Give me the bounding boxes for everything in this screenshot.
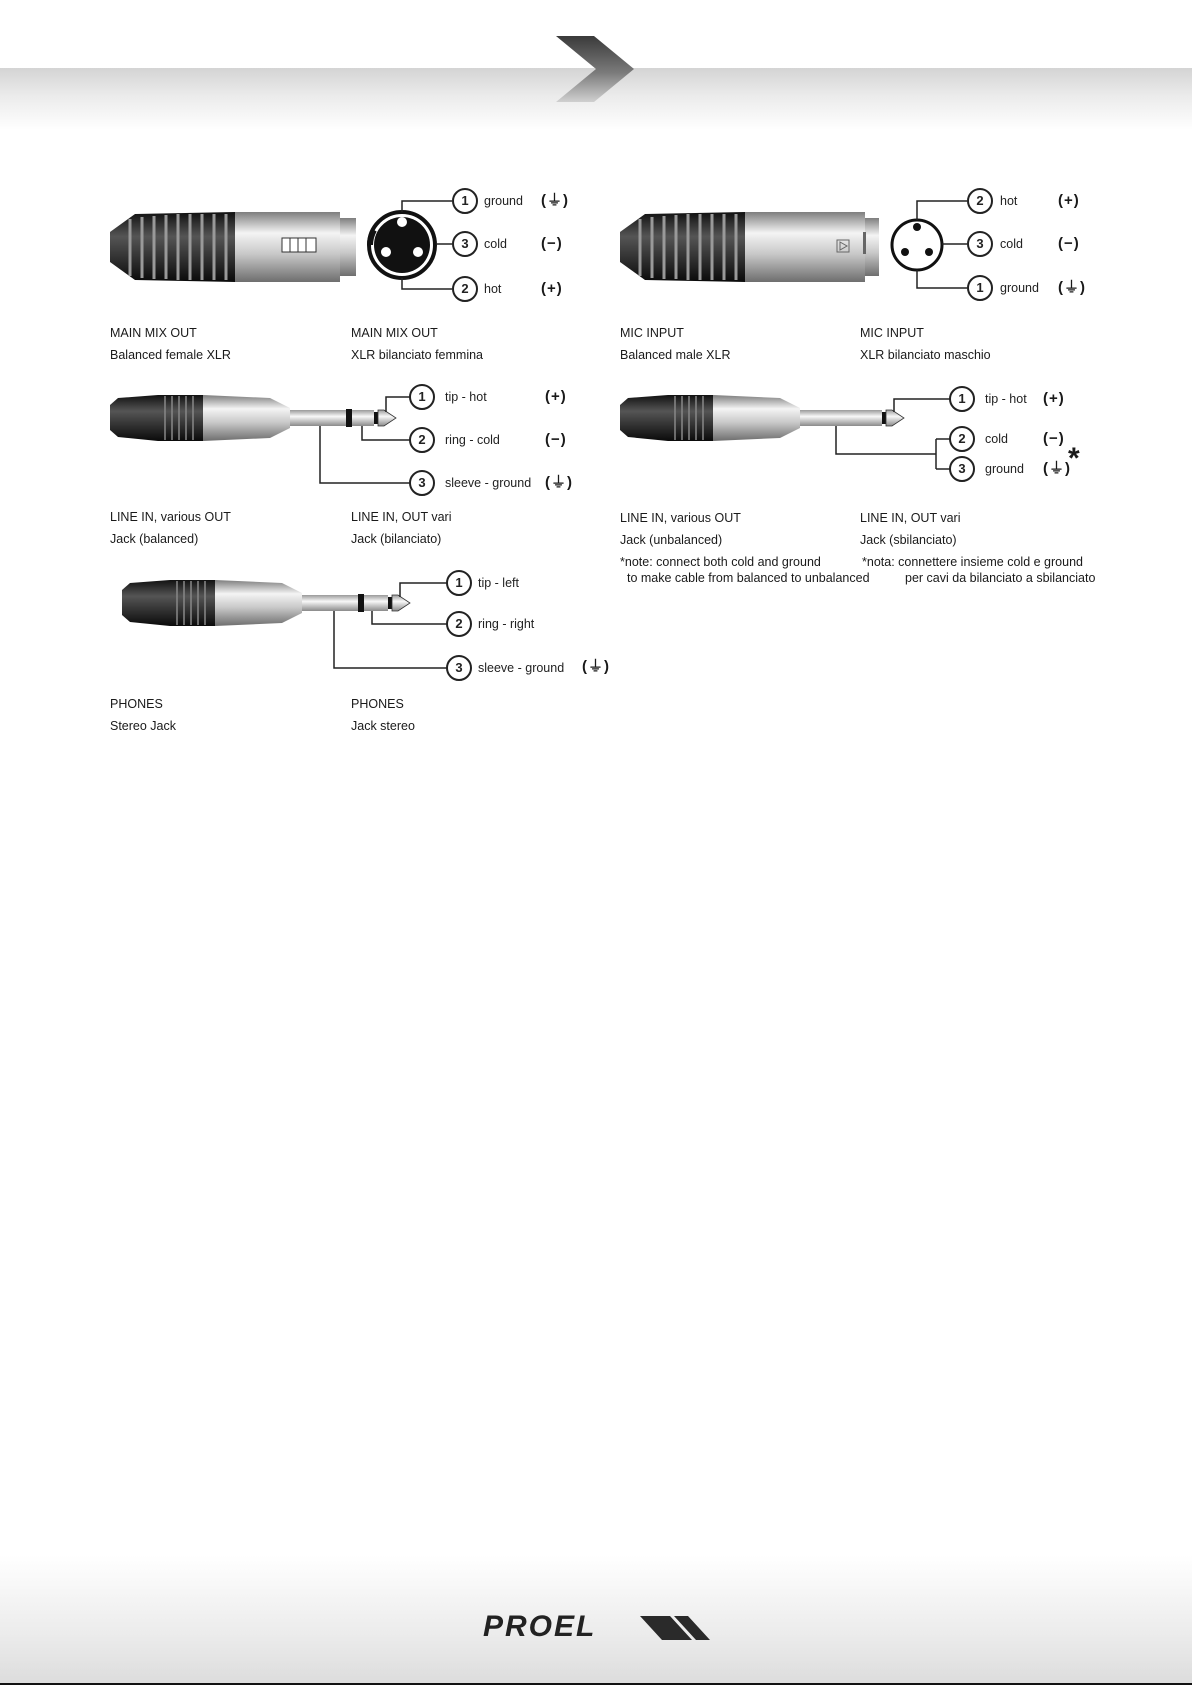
pin-number: 3 — [976, 236, 984, 251]
phones-label-it: PHONES — [351, 697, 404, 711]
pin-number: 1 — [958, 391, 966, 406]
note-en-line-1: *note: connect both cold and ground — [620, 555, 821, 569]
line-balanced-label-it: LINE IN, OUT vari — [351, 510, 452, 524]
pin-number: 3 — [455, 660, 463, 675]
pin-number: 2 — [455, 616, 463, 631]
pin-number: 1 — [461, 193, 469, 208]
phones-label-en: PHONES — [110, 697, 163, 711]
pin-label-tip-hot: tip - hot — [445, 390, 487, 404]
line-unbalanced-label-en: LINE IN, various OUT — [620, 511, 741, 525]
female-xlr-face — [369, 212, 435, 278]
ground-symbol: (⏚) — [545, 474, 573, 491]
main-mix-label-it: MAIN MIX OUT — [351, 326, 438, 340]
line-balanced-sublabel-en: Jack (balanced) — [110, 532, 199, 546]
female-xlr-connector — [110, 212, 356, 282]
ground-symbol: (⏚) — [1058, 279, 1086, 296]
ground-symbol: (⏚) — [582, 658, 610, 675]
line-balanced-label-en: LINE IN, various OUT — [110, 510, 231, 524]
pin-label-tip-hot: tip - hot — [985, 392, 1027, 406]
phones-sublabel-it: Jack stereo — [351, 719, 415, 733]
mic-input-label-en: MIC INPUT — [620, 326, 684, 340]
pin-number: 3 — [418, 475, 426, 490]
pin-number: 2 — [461, 281, 469, 296]
mic-input-label-it: MIC INPUT — [860, 326, 924, 340]
pin-label-sleeve-ground: sleeve - ground — [478, 661, 565, 675]
pin-number: 1 — [418, 389, 426, 404]
pin-label-tip-left: tip - left — [478, 576, 519, 590]
plus-symbol: (+) — [1043, 390, 1065, 407]
minus-symbol: (−) — [541, 235, 563, 252]
proel-logo: PROEL — [483, 1610, 597, 1643]
pin-label-cold: cold — [484, 237, 507, 251]
pin-label-ground: ground — [1000, 281, 1039, 295]
male-xlr-connector — [620, 212, 879, 282]
line-unbalanced-sublabel-it: Jack (sbilanciato) — [860, 533, 957, 547]
pin-label-sleeve-ground: sleeve - ground — [445, 476, 532, 490]
male-xlr-face — [892, 220, 942, 270]
ground-symbol: (⏚) — [1043, 460, 1071, 477]
pin-label-hot: hot — [1000, 194, 1018, 208]
main-mix-label-en: MAIN MIX OUT — [110, 326, 197, 340]
ground-symbol: (⏚) — [541, 192, 569, 209]
note-it-line-1: *nota: connettere insieme cold e ground — [862, 555, 1083, 569]
minus-symbol: (−) — [545, 431, 567, 448]
pin-number: 2 — [418, 432, 426, 447]
line-balanced-sublabel-it: Jack (bilanciato) — [351, 532, 442, 546]
pin-label-ground: ground — [484, 194, 523, 208]
pin-number: 3 — [461, 236, 469, 251]
note-en-line-2: to make cable from balanced to unbalanced — [627, 571, 870, 585]
pin-number: 1 — [455, 575, 463, 590]
logo-chevron-icon — [640, 1614, 712, 1642]
pin-label-ground: ground — [985, 462, 1024, 476]
mic-input-sublabel-en: Balanced male XLR — [620, 348, 731, 362]
asterisk-mark: * — [1068, 442, 1080, 475]
plus-symbol: (+) — [541, 280, 563, 297]
main-mix-sublabel-it: XLR bilanciato femmina — [351, 348, 484, 362]
plus-symbol: (+) — [1058, 192, 1080, 209]
phones-sublabel-en: Stereo Jack — [110, 719, 177, 733]
mic-input-sublabel-it: XLR bilanciato maschio — [860, 348, 991, 362]
pin-label-ring-right: ring - right — [478, 617, 535, 631]
pin-number: 1 — [976, 280, 984, 295]
trs-jack-balanced — [110, 395, 396, 441]
pin-label-ring-cold: ring - cold — [445, 433, 500, 447]
minus-symbol: (−) — [1058, 235, 1080, 252]
pin-number: 2 — [958, 431, 966, 446]
line-unbalanced-sublabel-en: Jack (unbalanced) — [620, 533, 723, 547]
line-unbalanced-label-it: LINE IN, OUT vari — [860, 511, 961, 525]
note-it-line-2: per cavi da bilanciato a sbilanciato — [905, 571, 1096, 585]
minus-symbol: (−) — [1043, 430, 1065, 447]
pin-label-cold: cold — [1000, 237, 1023, 251]
main-mix-sublabel-en: Balanced female XLR — [110, 348, 231, 362]
pin-number: 2 — [976, 193, 984, 208]
pin-label-cold: cold — [985, 432, 1008, 446]
stereo-jack — [122, 580, 410, 626]
pin-number: 3 — [958, 461, 966, 476]
pin-label-hot: hot — [484, 282, 502, 296]
plus-symbol: (+) — [545, 388, 567, 405]
ts-jack-unbalanced — [620, 395, 904, 441]
